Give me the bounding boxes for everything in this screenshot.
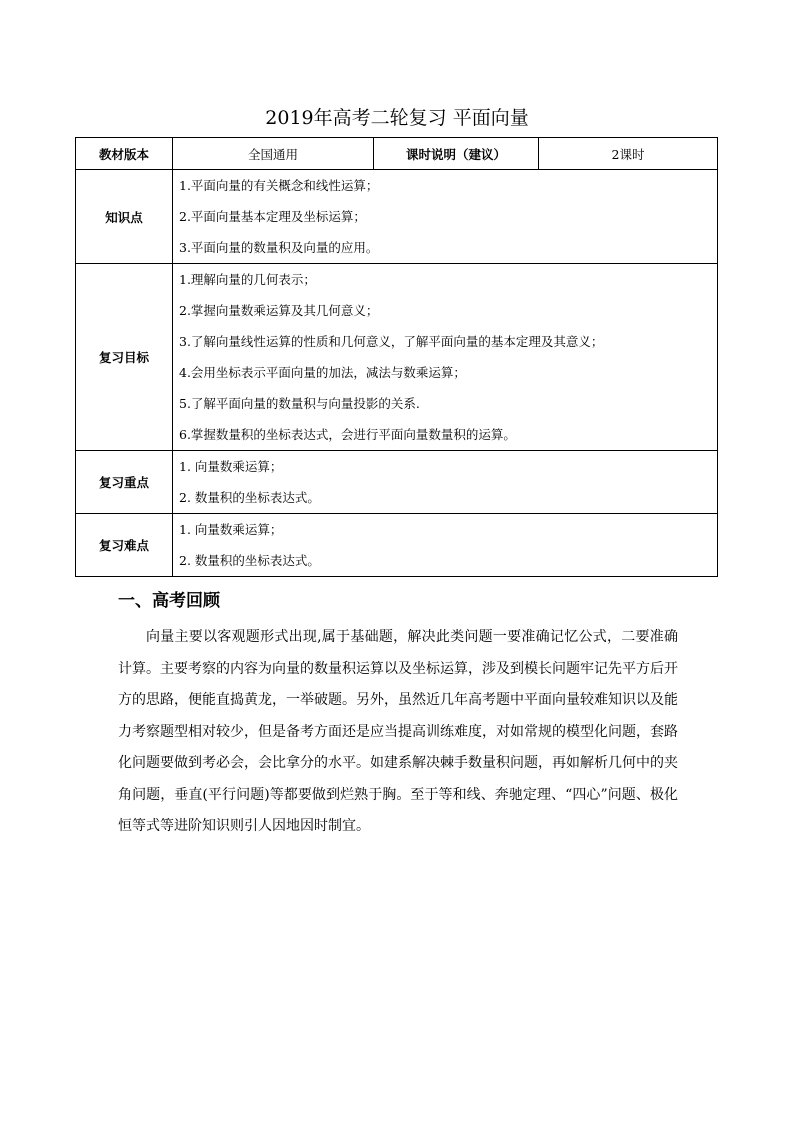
focus-label: 复习重点 <box>76 451 173 514</box>
list-item: 2.平面向量基本定理及坐标运算； <box>179 209 366 224</box>
section-heading: 一、高考回顾 <box>118 591 220 611</box>
difficulty-row <box>76 514 718 577</box>
list-item: 2. 数量积的坐标表达式。 <box>179 553 320 568</box>
difficulty-list <box>173 514 718 577</box>
list-item: 2. 数量积的坐标表达式。 <box>179 490 320 505</box>
page-title: 2019年高考二轮复习 平面向量 <box>265 107 529 129</box>
lesson-info-table <box>75 137 718 577</box>
list-item: 3.了解向量线性运算的性质和几何意义，了解平面向量的基本定理及其意义； <box>179 334 604 349</box>
list-item: 2.掌握向量数乘运算及其几何意义； <box>179 303 379 318</box>
knowledge-row <box>76 170 718 264</box>
edition-label: 教材版本 <box>76 138 173 170</box>
knowledge-label: 知识点 <box>76 170 173 264</box>
list-item: 1.理解向量的几何表示； <box>179 272 316 287</box>
list-item: 3.平面向量的数量积及向量的应用。 <box>179 240 379 255</box>
difficulty-label: 复习难点 <box>76 514 173 577</box>
list-item: 1. 向量数乘运算； <box>179 459 283 474</box>
list-item: 1.平面向量的有关概念和线性运算； <box>179 178 379 193</box>
hours-label: 课时说明（建议） <box>374 138 539 170</box>
knowledge-list <box>173 170 718 264</box>
list-item: 1. 向量数乘运算； <box>179 522 283 537</box>
list-item: 4.会用坐标表示平面向量的加法，减法与数乘运算； <box>179 365 466 380</box>
list-item: 6.掌握数量积的坐标表达式，会进行平面向量数量积的运算。 <box>179 427 516 442</box>
section-paragraph: 向量主要以客观题形式出现,属于基础题，解决此类问题一要准确记忆公式，二要准确计算。主要考察的内容为向量的数量积运算以及坐标运算，涉及到模长问题牢记先平方后开方的思路，便能直捣黄龙，一举破题。另外，虽然近几年高考题中平面向量较难知识以及能力考察题型相对较少，但是备考方面还是应当提高训练难度，对如常规的模型化问题，套路化问题要做到考必会，会比拿分的水平。如建系解决棘手数量积问题，再如解析几何中的夹角问题，垂直(平行问题)等都要做到烂熟于胸。至于等和线、奔驰定理、“四心”问题、极化恒等式等进阶知识则引人因地因时制宜。 <box>118 629 678 834</box>
focus-list <box>173 451 718 514</box>
table-header-row <box>76 138 718 170</box>
goals-label: 复习目标 <box>76 264 173 451</box>
list-item: 5.了解平面向量的数量积与向量投影的关系. <box>179 396 420 411</box>
focus-row <box>76 451 718 514</box>
hours-value: 2课时 <box>539 138 718 170</box>
goals-list <box>173 264 718 451</box>
goals-row <box>76 264 718 451</box>
edition-value: 全国通用 <box>173 138 374 170</box>
